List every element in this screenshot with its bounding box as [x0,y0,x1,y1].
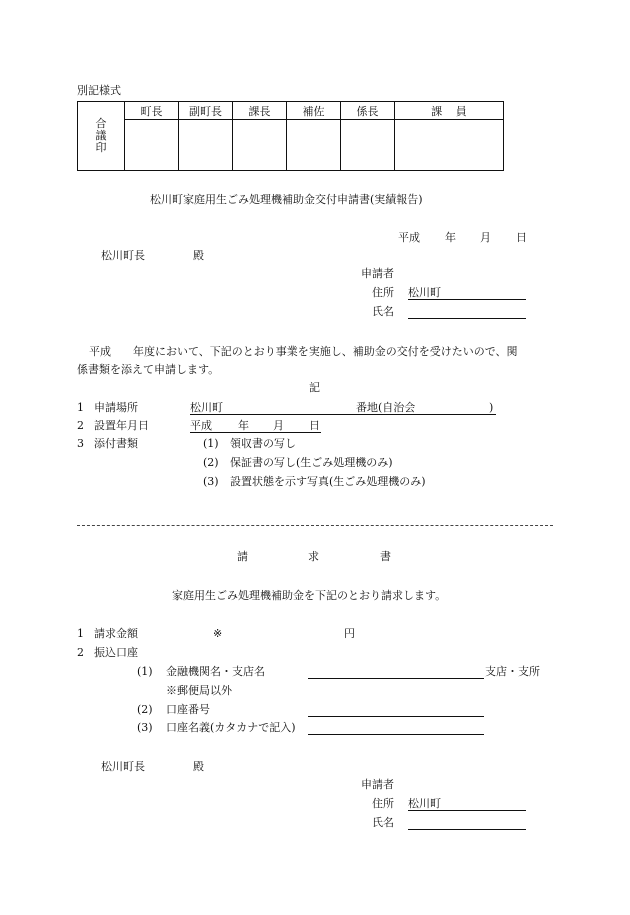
item-1-town: 松川町 [190,401,223,414]
item-2-number: 2 [77,419,84,432]
seal-box-section-chief[interactable] [233,120,287,171]
attachment-1-text: 領収書の写し [230,437,296,450]
form-label: 別記様式 [77,84,121,97]
attachment-3-number: (3) [203,475,219,488]
date-month-label: 月 [480,231,491,244]
item-2-era: 平成 [190,419,212,432]
applicant-address-value: 松川町 [408,286,441,299]
item-3-label: 添付書類 [94,437,138,450]
seal-header-assistant: 補佐 [287,102,341,120]
claim-title-char-1: 請 [237,550,248,563]
seal-box-deputy-mayor[interactable] [179,120,233,171]
seal-side-char-3: 印 [95,141,107,154]
bank-row-number: (1) [137,665,153,678]
claim-title-char-2: 求 [308,550,319,563]
seal-header-unit-chief: 係長 [341,102,395,120]
bank-row-label: 金融機関名・支店名 [166,665,265,678]
item-3-number: 3 [77,437,84,450]
seal-side-char-1: 合 [95,117,107,130]
seal-header-staff: 課 員 [395,102,504,120]
item-2-day: 日 [309,419,320,432]
claim-addressee-name: 松川町長 [101,760,145,773]
application-title: 松川町家庭用生ごみ処理機補助金交付申請書(実績報告) [150,193,423,206]
applicant-name-field[interactable] [408,318,526,319]
applicant-address-label: 住所 [372,286,394,299]
body-line-2: 係書類を添えて申請します。 [77,363,220,376]
claim-title-char-3: 書 [380,550,391,563]
post-office-note: ※郵便局以外 [166,684,232,697]
seal-header-section-chief: 課長 [233,102,287,120]
claim-applicant-address-value: 松川町 [408,797,441,810]
date-era: 平成 [398,231,420,244]
account-number-field[interactable] [308,716,484,717]
addressee-honorific: 殿 [193,249,204,262]
bank-name-field[interactable] [308,678,484,679]
body-line-1: 平成 年度において、下記のとおり事業を実施し、補助金の交付を受けたいので、関 [89,345,518,358]
claim-amount-label: 請求金額 [94,627,138,640]
account-holder-row-label: 口座名義(カタカナで記入) [166,721,296,734]
attachment-1-number: (1) [203,437,219,450]
seal-header-mayor: 町長 [125,102,179,120]
item-2-month: 月 [273,419,284,432]
account-label: 振込口座 [94,646,138,659]
claim-amount-number: 1 [77,627,84,640]
claim-applicant-address-label: 住所 [372,797,394,810]
applicant-address-field[interactable] [408,299,526,300]
item-1-banchi: 番地(自治会 [356,401,416,414]
seal-box-assistant[interactable] [287,120,341,171]
seal-side-label [78,102,125,171]
item-1-number: 1 [77,401,84,414]
account-number-label-index: 2 [77,646,84,659]
addressee-name: 松川町長 [101,249,145,262]
account-number-row-number: (2) [137,703,153,716]
bank-row-suffix: 支店・支所 [485,665,540,678]
claim-applicant-label: 申請者 [361,778,394,791]
applicant-name-label: 氏名 [372,305,394,318]
account-number-row-label: 口座番号 [166,703,210,716]
claim-statement: 家庭用生ごみ処理機補助金を下記のとおり請求します。 [172,589,447,602]
claim-amount-mark: ※ [213,627,223,640]
seal-box-staff[interactable] [395,120,504,171]
ki-heading: 記 [309,381,320,394]
seal-box-mayor[interactable] [125,120,179,171]
seal-header-deputy-mayor: 副町長 [179,102,233,120]
cut-line-divider [77,525,553,526]
date-year-label: 年 [445,231,456,244]
claim-addressee-honorific: 殿 [193,760,204,773]
item-2-label: 設置年月日 [94,419,149,432]
claim-applicant-name-field[interactable] [408,829,526,830]
claim-applicant-address-field[interactable] [408,810,526,811]
claim-amount-unit: 円 [344,627,355,640]
account-holder-field[interactable] [308,734,484,735]
location-field[interactable] [190,414,496,415]
applicant-label: 申請者 [361,267,394,280]
item-1-label: 申請場所 [94,401,138,414]
attachment-2-text: 保証書の写し(生ごみ処理機のみ) [230,456,393,469]
seal-side-char-2: 議 [95,129,107,142]
install-date-field[interactable] [190,432,321,433]
approval-seal-table [77,101,504,171]
account-holder-row-number: (3) [137,721,153,734]
item-2-year: 年 [238,419,249,432]
attachment-3-text: 設置状態を示す写真(生ごみ処理機のみ) [230,475,426,488]
claim-applicant-name-label: 氏名 [372,816,394,829]
item-1-close-paren: ) [489,401,494,414]
seal-box-unit-chief[interactable] [341,120,395,171]
attachment-2-number: (2) [203,456,219,469]
date-day-label: 日 [516,231,527,244]
